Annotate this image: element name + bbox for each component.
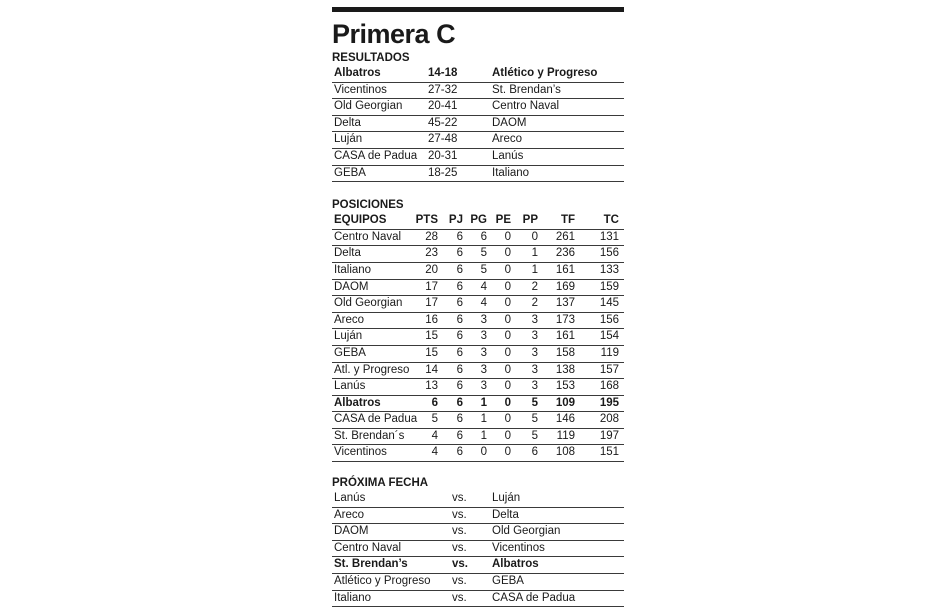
- stat-tf: 138: [555, 363, 575, 376]
- stat-tc: 133: [599, 263, 619, 276]
- standings-row: [332, 313, 624, 330]
- versus-label: vs.: [452, 508, 467, 521]
- away-team: Old Georgian: [492, 525, 561, 538]
- stat-tc: 156: [599, 313, 619, 326]
- score: 27-32: [428, 83, 458, 96]
- stat-pg: 3: [480, 346, 487, 359]
- column-header: PJ: [448, 214, 463, 227]
- stat-pg: 3: [480, 313, 487, 326]
- stat-tc: 197: [599, 429, 619, 442]
- stat-pp: 3: [531, 380, 538, 393]
- versus-label: vs.: [452, 575, 467, 588]
- stat-pe: 0: [504, 263, 511, 276]
- result-row: [332, 66, 624, 83]
- results-table: [332, 66, 624, 182]
- stat-pg: 3: [480, 380, 487, 393]
- stat-pj: 6: [456, 297, 463, 310]
- stat-pg: 3: [480, 363, 487, 376]
- stat-tf: 158: [555, 346, 575, 359]
- team-name: GEBA: [334, 346, 366, 359]
- stat-pp: 5: [531, 413, 538, 426]
- stat-tf: 137: [555, 297, 575, 310]
- score: 18-25: [428, 166, 458, 179]
- stat-pts: 20: [425, 263, 438, 276]
- away-team: Lanús: [492, 149, 524, 162]
- versus-label: vs.: [452, 525, 467, 538]
- stat-pts: 23: [425, 247, 438, 260]
- standings-row: [332, 230, 624, 247]
- result-row: [332, 116, 624, 133]
- team-name: Areco: [334, 313, 365, 326]
- column-header: PE: [495, 214, 511, 227]
- away-team: GEBA: [492, 575, 524, 588]
- away-team: Areco: [492, 133, 523, 146]
- stat-pts: 14: [425, 363, 438, 376]
- stat-tf: 261: [555, 230, 575, 243]
- stat-tc: 151: [599, 446, 619, 459]
- team-name: Luján: [334, 330, 363, 343]
- stat-tf: 169: [555, 280, 575, 293]
- home-team: Areco: [334, 508, 365, 521]
- stat-pj: 6: [456, 230, 463, 243]
- stat-tf: 119: [556, 429, 575, 442]
- stat-pts: 4: [431, 446, 438, 459]
- stat-pe: 0: [504, 363, 511, 376]
- standings-row: [332, 412, 624, 429]
- stat-pe: 0: [504, 330, 511, 343]
- home-team: Italiano: [334, 591, 372, 604]
- home-team: Luján: [334, 133, 363, 146]
- result-row: [332, 99, 624, 116]
- stat-pts: 15: [425, 346, 438, 359]
- standings-row: [332, 429, 624, 446]
- standings-row: [332, 263, 624, 280]
- fixture-row: [332, 508, 624, 525]
- stat-pe: 0: [504, 380, 511, 393]
- stat-pg: 5: [480, 263, 487, 276]
- stat-pj: 6: [456, 429, 463, 442]
- standings-heading: POSICIONES: [332, 199, 404, 212]
- stat-pp: 1: [531, 263, 538, 276]
- stat-tf: 109: [555, 396, 575, 409]
- stat-pg: 0: [480, 446, 487, 459]
- stat-pj: 6: [456, 346, 463, 359]
- column-header: PTS: [415, 214, 438, 227]
- stat-pj: 6: [456, 313, 463, 326]
- stat-pp: 1: [531, 247, 538, 260]
- fixture-row: [332, 541, 624, 558]
- away-team: CASA de Padua: [492, 591, 576, 604]
- versus-label: vs.: [452, 591, 467, 604]
- page-title: Primera C: [332, 19, 456, 49]
- stat-pe: 0: [504, 446, 511, 459]
- stat-tf: 146: [555, 413, 575, 426]
- stat-pts: 6: [431, 396, 438, 409]
- stat-pts: 4: [431, 429, 438, 442]
- stat-pts: 15: [425, 330, 438, 343]
- team-name: CASA de Padua: [334, 413, 418, 426]
- away-team: Vicentinos: [492, 541, 545, 554]
- home-team: DAOM: [334, 525, 369, 538]
- away-team: St. Brendan’s: [492, 83, 561, 96]
- fixture-row: [332, 524, 624, 541]
- stat-pj: 6: [456, 396, 463, 409]
- team-name: DAOM: [334, 280, 369, 293]
- stat-pj: 6: [456, 446, 463, 459]
- stat-pts: 5: [431, 413, 438, 426]
- stat-pj: 6: [456, 280, 463, 293]
- stat-tf: 173: [555, 313, 575, 326]
- stat-pp: 3: [531, 330, 538, 343]
- stat-pp: 0: [531, 230, 538, 243]
- stat-pts: 17: [425, 280, 438, 293]
- stat-pj: 6: [456, 247, 463, 260]
- home-team: Albatros: [334, 67, 381, 79]
- standings-row: [332, 329, 624, 346]
- stat-tc: 156: [599, 247, 619, 260]
- stat-pp: 3: [531, 346, 538, 359]
- score: 20-41: [428, 100, 458, 113]
- stat-pe: 0: [504, 230, 511, 243]
- stat-pp: 2: [531, 280, 538, 293]
- result-row: [332, 132, 624, 149]
- home-team: Centro Naval: [334, 541, 402, 554]
- stat-pp: 3: [531, 363, 538, 376]
- stat-tc: 154: [599, 330, 619, 343]
- standings-row: [332, 363, 624, 380]
- team-name: Italiano: [334, 263, 372, 276]
- home-team: St. Brendan’s: [334, 558, 408, 571]
- away-team: Centro Naval: [492, 100, 560, 113]
- stat-pe: 0: [504, 280, 511, 293]
- result-row: [332, 149, 624, 166]
- standings-header-row: [332, 213, 624, 230]
- stat-tc: 208: [599, 413, 619, 426]
- home-team: Atlético y Progreso: [334, 575, 431, 588]
- column-header: PP: [522, 214, 538, 227]
- stat-tc: 157: [599, 363, 619, 376]
- sports-column: [332, 7, 624, 607]
- stat-pe: 0: [504, 413, 511, 426]
- stat-tf: 236: [555, 247, 575, 260]
- fixture-row: [332, 574, 624, 591]
- stat-tf: 108: [555, 446, 575, 459]
- away-team: Atlético y Progreso: [492, 67, 598, 79]
- standings-row: [332, 379, 624, 396]
- home-team: Lanús: [334, 492, 366, 505]
- stat-pe: 0: [504, 313, 511, 326]
- result-row: [332, 166, 624, 183]
- stat-pg: 1: [480, 429, 487, 442]
- standings-row: [332, 445, 624, 462]
- stat-tc: 145: [599, 297, 619, 310]
- score: 45-22: [428, 116, 458, 129]
- score: 14-18: [428, 67, 458, 79]
- stat-pts: 13: [425, 380, 438, 393]
- stat-tc: 119: [600, 346, 619, 359]
- stat-pe: 0: [504, 396, 511, 409]
- standings-row: [332, 296, 624, 313]
- results-heading: RESULTADOS: [332, 52, 410, 64]
- stat-pe: 0: [504, 346, 511, 359]
- team-name: St. Brendan´s: [334, 429, 405, 442]
- stat-tf: 161: [555, 263, 575, 276]
- stat-pg: 4: [480, 297, 487, 310]
- stat-tf: 161: [555, 330, 575, 343]
- stat-pg: 4: [480, 280, 487, 293]
- versus-label: vs.: [452, 558, 468, 571]
- fixture-row: [332, 591, 624, 607]
- home-team: Old Georgian: [334, 100, 403, 113]
- standings-row: [332, 396, 624, 413]
- stat-pj: 6: [456, 263, 463, 276]
- team-name: Centro Naval: [334, 230, 402, 243]
- stat-pj: 6: [456, 413, 463, 426]
- home-team: CASA de Padua: [334, 149, 418, 162]
- away-team: Italiano: [492, 166, 530, 179]
- fixture-row: [332, 491, 624, 508]
- stat-pts: 17: [425, 297, 438, 310]
- top-rule: [332, 7, 624, 12]
- stat-pp: 3: [531, 313, 538, 326]
- stat-pj: 6: [456, 380, 463, 393]
- fixtures-table: [332, 491, 624, 607]
- stat-tc: 195: [599, 396, 619, 409]
- versus-label: vs.: [452, 492, 467, 505]
- stat-tc: 159: [599, 280, 619, 293]
- team-name: Albatros: [334, 396, 381, 409]
- team-name: Lanús: [334, 380, 366, 393]
- stat-pts: 16: [425, 313, 438, 326]
- stat-pg: 1: [480, 413, 487, 426]
- away-team: Delta: [492, 508, 519, 521]
- versus-label: vs.: [452, 541, 467, 554]
- stat-pg: 6: [480, 230, 487, 243]
- result-row: [332, 83, 624, 100]
- team-name: Vicentinos: [334, 446, 387, 459]
- stat-pp: 5: [531, 429, 538, 442]
- stat-tc: 131: [599, 230, 619, 243]
- away-team: Albatros: [492, 558, 539, 571]
- column-header: TF: [560, 214, 575, 227]
- fixture-row: [332, 557, 624, 574]
- home-team: GEBA: [334, 166, 366, 179]
- stat-pe: 0: [504, 247, 511, 260]
- standings-row: [332, 346, 624, 363]
- team-name: Old Georgian: [334, 297, 403, 310]
- stat-pe: 0: [504, 297, 511, 310]
- away-team: Luján: [492, 492, 521, 505]
- standings-row: [332, 246, 624, 263]
- stat-tf: 153: [555, 380, 575, 393]
- stat-tc: 168: [599, 380, 619, 393]
- column-header: EQUIPOS: [334, 214, 387, 227]
- standings-table: [332, 213, 624, 462]
- home-team: Delta: [334, 116, 361, 129]
- stat-pp: 6: [531, 446, 538, 459]
- away-team: DAOM: [492, 116, 527, 129]
- stat-pp: 5: [531, 396, 538, 409]
- column-header: PG: [470, 214, 487, 227]
- stat-pe: 0: [504, 429, 511, 442]
- score: 27-48: [428, 133, 458, 146]
- team-name: Delta: [334, 247, 361, 260]
- home-team: Vicentinos: [334, 83, 387, 96]
- stat-pg: 3: [480, 330, 487, 343]
- team-name: Atl. y Progreso: [334, 363, 410, 376]
- stat-pp: 2: [531, 297, 538, 310]
- stat-pts: 28: [425, 230, 438, 243]
- standings-row: [332, 280, 624, 297]
- column-header: TC: [603, 214, 619, 227]
- stat-pj: 6: [456, 363, 463, 376]
- stat-pg: 5: [480, 247, 487, 260]
- fixtures-heading: PRÓXIMA FECHA: [332, 477, 429, 490]
- stat-pj: 6: [456, 330, 463, 343]
- stat-pg: 1: [480, 396, 487, 409]
- score: 20-31: [428, 149, 458, 162]
